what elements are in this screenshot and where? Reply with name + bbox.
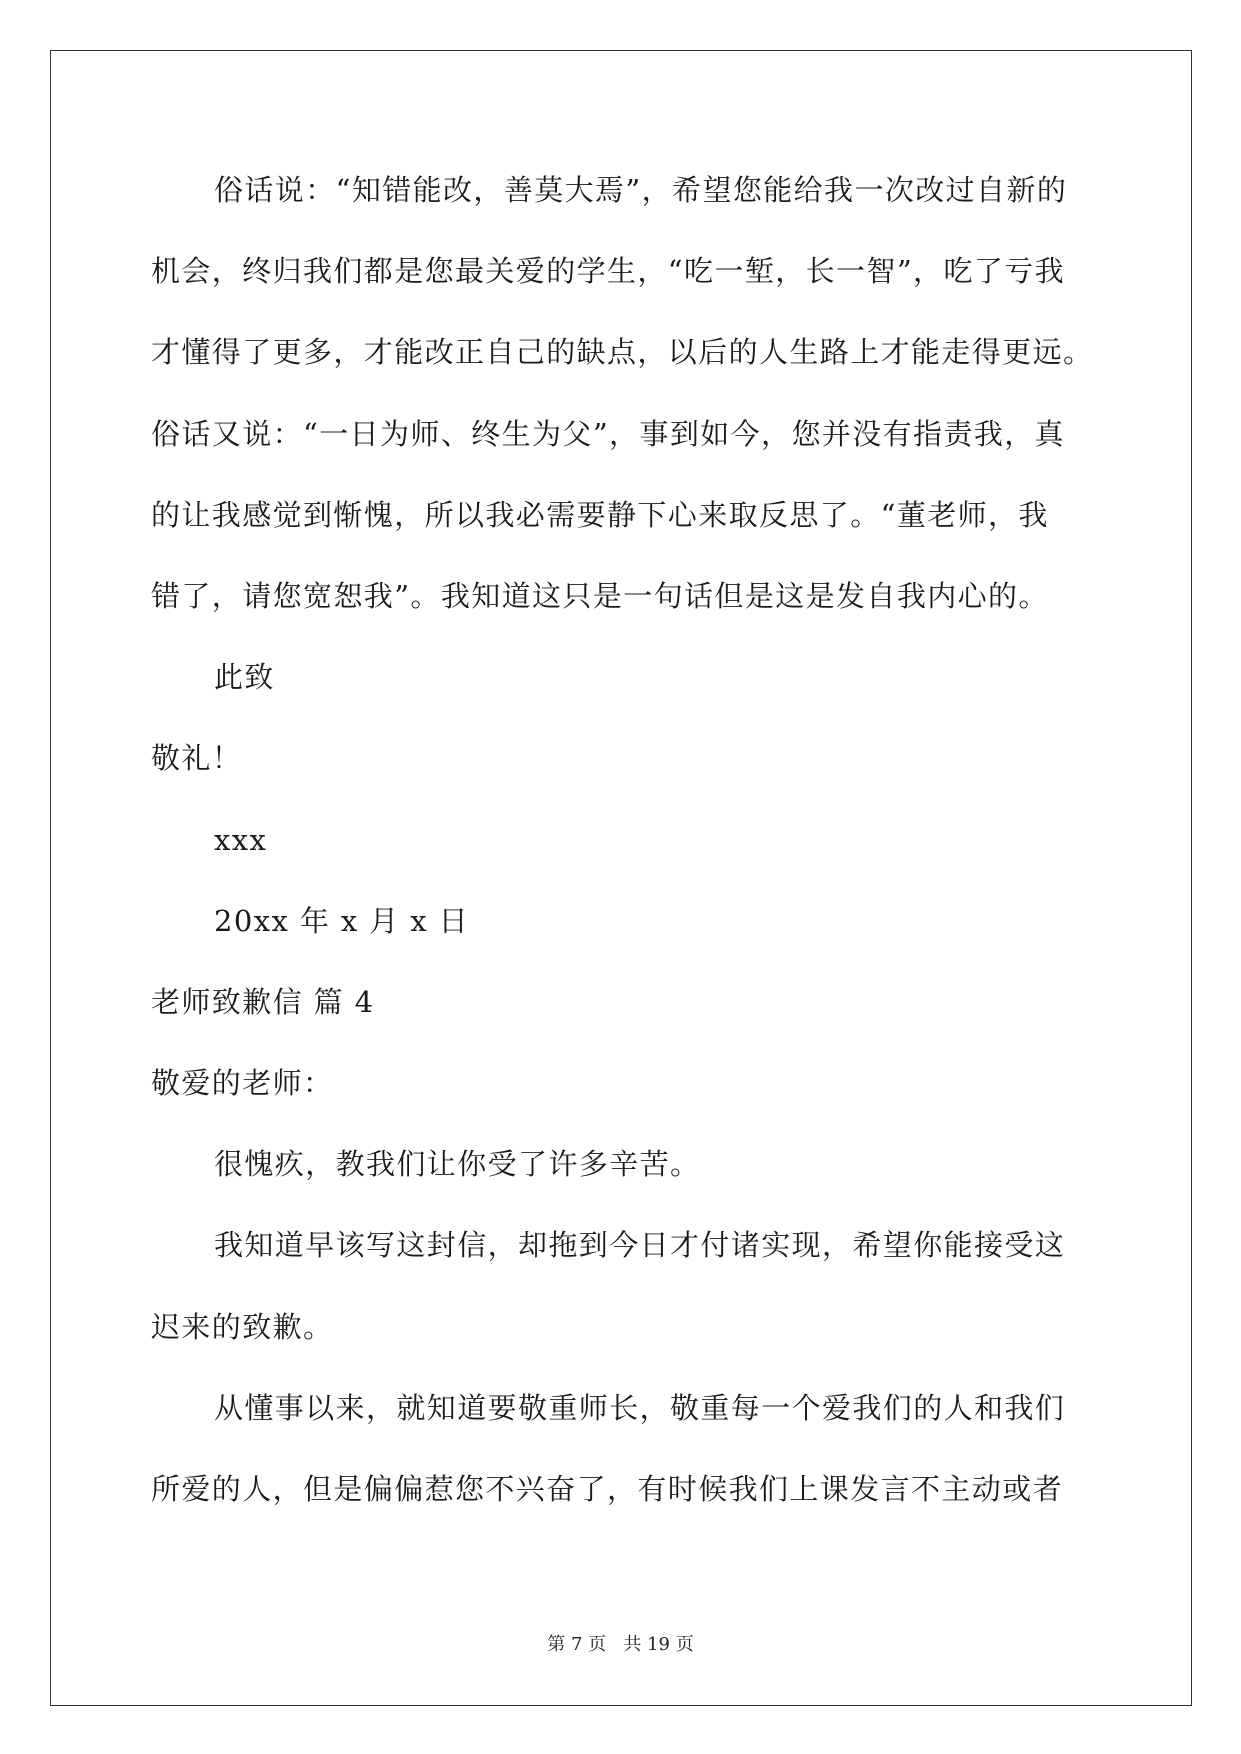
document-body [151,158,1094,1538]
text-line: 俗话说：“知错能改，善莫大焉”，希望您能给我一次改过自新的 [214,173,1068,207]
text-line: 机会，终归我们都是您最关爱的学生，“吃一堑，长一智”，吃了亏我 [151,254,1066,289]
page-footer [0,1630,1241,1656]
signature-date: 20xx 年 x 月 x 日 [214,903,470,938]
text-line: 才懂得了更多，才能改正自己的缺点，以后的人生路上才能走得更远。 [151,335,1094,370]
text-line: 从懂事以来，就知道要敬重师长，敬重每一个爱我们的人和我们 [214,1390,1066,1425]
closing-salutation: 此致 [214,660,275,695]
section-heading: 老师致歉信 篇 4 [151,984,375,1019]
text-line: 很愧疚，教我们让你受了许多辛苦。 [214,1147,701,1182]
text-line: 迟来的致歉。 [151,1309,334,1344]
text-line: 错了，请您宽恕我”。我知道这只是一句话但是这是发自我内心的。 [151,578,1049,613]
text-line: 我知道早该写这封信，却拖到今日才付诸实现，希望你能接受这 [214,1228,1066,1263]
current-page-label: 第 7 页 [547,1634,607,1655]
letter-greeting: 敬爱的老师： [151,1066,334,1101]
text-line: 的让我感觉到惭愧，所以我必需要静下心来取反思了。“董老师，我 [151,497,1049,532]
total-pages-label: 共 19 页 [623,1634,694,1655]
text-line: 所爱的人，但是偏偏惹您不兴奋了，有时候我们上课发言不主动或者 [151,1472,1064,1506]
text-line: 俗话又说：“一日为师、终生为父”，事到如今，您并没有指责我，真 [151,416,1066,451]
closing-regards: 敬礼！ [151,741,243,776]
signature-name: xxx [214,822,268,857]
